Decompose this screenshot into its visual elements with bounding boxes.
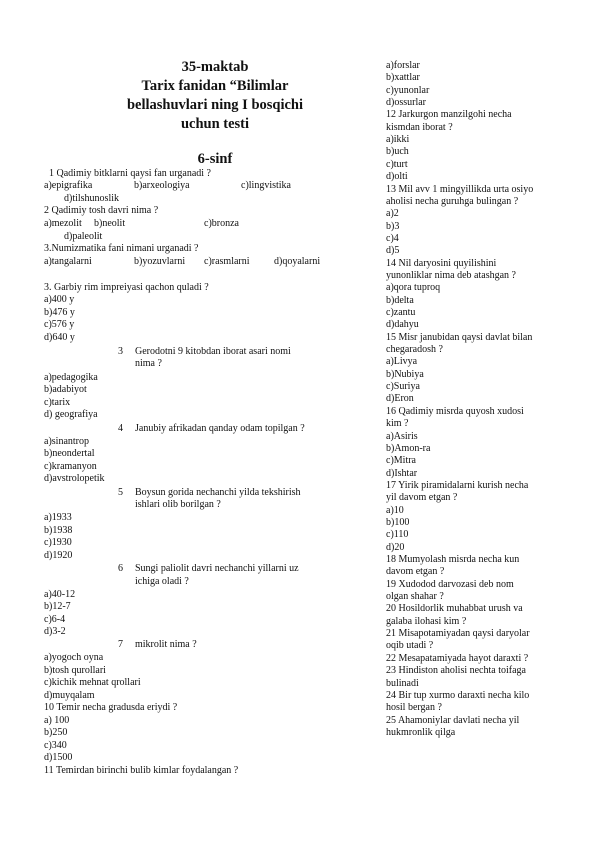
- question-2: 2 Qadimiy tosh davri nima ?: [44, 205, 159, 216]
- q4-option-b: b)neondertal: [44, 448, 95, 459]
- right-line: hosil bergan ?: [386, 702, 442, 714]
- right-line: 16 Qadimiy misrda quyosh xudosi: [386, 405, 524, 417]
- right-line: d)ossurlar: [386, 97, 426, 108]
- question-3-rim: 3. Garbiy rim impreiyasi qachon quladi ?: [44, 282, 209, 293]
- right-line: a)Asiris: [386, 430, 418, 442]
- right-line: 25 Ahamoniylar davlati necha yil: [386, 714, 520, 726]
- q7-option-a: a)yogoch oyna: [44, 652, 104, 663]
- right-line: b)Amon-ra: [386, 442, 431, 454]
- question-6: Sungi paliolit davri nechanchi yillarni uz: [135, 563, 299, 574]
- q5-option-a: a)1933: [44, 512, 72, 523]
- right-line: a)10: [386, 504, 404, 516]
- right-line: c)110: [386, 529, 409, 541]
- q10-option-c: c)340: [44, 740, 67, 751]
- right-line: d)5: [386, 245, 400, 257]
- q3h-number: 3: [118, 346, 123, 357]
- q6-option-a: a)40-12: [44, 589, 76, 600]
- question-7: mikrolit nima ?: [135, 639, 197, 650]
- right-line: chegaradosh ?: [386, 344, 443, 356]
- q7-number: 7: [118, 639, 123, 650]
- question-5-cont: ishlari olib borilgan ?: [135, 499, 221, 510]
- q3g-option-d: d)640 y: [44, 332, 75, 343]
- grade-heading: 6-sinf: [197, 151, 233, 167]
- page-title-line-2: bellashuvlari ning I bosqichi: [126, 97, 304, 113]
- right-line: 15 Misr janubidan qaysi davlat bilan: [386, 331, 533, 343]
- right-line: kim ?: [386, 418, 409, 430]
- question-5: Boysun gorida nechanchi yilda tekshirish: [135, 487, 301, 498]
- q3h-option-b: b)adabiyot: [44, 384, 87, 395]
- right-line: aholisi necha guruhga bulingan ?: [386, 195, 519, 207]
- q7-option-c: c)kichik mehnat qrollari: [44, 677, 141, 688]
- q4-option-a: a)sinantrop: [44, 436, 89, 447]
- q3n-option-c: c)rasmlarni: [204, 256, 250, 267]
- right-line: 13 Mil avv 1 mingyillikda urta osiyo: [386, 183, 534, 195]
- right-line: d)Eron: [386, 393, 414, 405]
- right-line: yil davom etgan ?: [386, 492, 458, 504]
- q3n-option-d: d)qoyalarni: [274, 256, 321, 267]
- right-line: 17 Yirik piramidalarni kurish necha: [386, 479, 529, 491]
- q6-option-c: c)6-4: [44, 614, 66, 625]
- q3n-option-b: b)yozuvlarni: [134, 256, 186, 267]
- q1-option-a: a)epigrafika: [44, 180, 93, 191]
- q3h-option-c: c)tarix: [44, 397, 71, 408]
- question-10: 10 Temir necha gradusda eriydi ?: [44, 702, 178, 713]
- q3h-option-a: a)pedagogika: [44, 372, 98, 383]
- q2-option-a: a)mezolit: [44, 218, 82, 229]
- right-line: d)dahyu: [386, 319, 419, 331]
- right-line: bulinadi: [386, 677, 419, 689]
- right-line: b)xattlar: [386, 72, 420, 84]
- q6-option-b: b)12-7: [44, 601, 71, 612]
- right-line: b)100: [386, 517, 410, 528]
- q6-option-d: d)3-2: [44, 626, 66, 637]
- q1-option-c: c)lingvistika: [241, 180, 291, 191]
- right-line: b)Nubiya: [386, 368, 424, 380]
- q10-option-a: a) 100: [44, 715, 70, 726]
- right-line: c)4: [386, 232, 399, 244]
- page-title-line-3: uchun testi: [180, 116, 250, 132]
- right-line: b)delta: [386, 294, 414, 306]
- right-line: olgan shahar ?: [386, 591, 444, 602]
- q7-option-d: d)muyqalam: [44, 690, 95, 701]
- q6-number: 6: [118, 563, 123, 574]
- right-line: a)qora tuproq: [386, 282, 441, 294]
- right-line: 22 Mesapatamiyada hayot daraxti ?: [386, 652, 529, 664]
- question-3-numizmatika: 3.Numizmatika fani nimani urganadi ?: [44, 243, 199, 254]
- q5-option-c: c)1930: [44, 537, 72, 548]
- q4-option-d: d)avstrolopetik: [44, 473, 105, 484]
- right-line: kismdan iborat ?: [386, 121, 453, 133]
- q3g-option-b: b)476 y: [44, 307, 75, 318]
- q3g-option-a: a)400 y: [44, 294, 75, 305]
- q7-option-b: b)tosh qurollari: [44, 665, 106, 676]
- right-line: 14 Nil daryosini quyilishini: [386, 257, 497, 269]
- q5-option-d: d)1920: [44, 550, 73, 561]
- q1-option-d: d)tilshunoslik: [64, 193, 120, 204]
- right-line: c)yunonlar: [386, 84, 430, 96]
- question-3-gerodot-cont: nima ?: [135, 358, 162, 369]
- q3h-option-d: d) geografiya: [44, 409, 98, 420]
- right-line: c)turt: [386, 158, 408, 170]
- q1-option-b: b)arxeologiya: [134, 180, 190, 191]
- right-line: yunonliklar nima deb atashgan ?: [386, 269, 516, 281]
- right-line: 18 Mumyolash misrda necha kun: [386, 554, 520, 565]
- right-line: 20 Hosildorlik muhabbat urush va: [386, 603, 523, 615]
- right-line: 21 Misapotamiyadan qaysi daryolar: [386, 628, 530, 640]
- question-4: Janubiy afrikadan qanday odam topilgan ?: [135, 423, 305, 434]
- right-line: galaba ilohasi kim ?: [386, 615, 467, 627]
- q5-number: 5: [118, 487, 123, 498]
- right-line: d)20: [386, 541, 405, 553]
- question-1: 1 Qadimiy bitklarni qaysi fan urganadi ?: [49, 168, 211, 179]
- right-line: a)2: [386, 208, 399, 220]
- q10-option-b: b)250: [44, 727, 68, 738]
- right-line: 24 Bir tup xurmo daraxti necha kilo: [386, 689, 530, 701]
- right-line: 23 Hindiston aholisi nechta toifaga: [386, 665, 526, 677]
- question-6-cont: ichiga oladi ?: [135, 576, 189, 587]
- q5-option-b: b)1938: [44, 525, 73, 536]
- school-name: 35-maktab: [181, 59, 249, 75]
- right-line: oqib utadi ?: [386, 640, 434, 652]
- q4-number: 4: [118, 423, 123, 434]
- question-11: 11 Temirdan birinchi bulib kimlar foydalangan ?: [44, 765, 239, 776]
- right-line: 12 Jarkurgon manzilgohi necha: [386, 109, 512, 121]
- right-line: d)Ishtar: [386, 467, 418, 479]
- q2-option-d: d)paleolit: [64, 231, 103, 242]
- right-line: b)3: [386, 220, 400, 232]
- right-line: 19 Xudodod darvozasi deb nom: [386, 578, 514, 590]
- q10-option-d: d)1500: [44, 752, 73, 763]
- right-line: b)uch: [386, 146, 409, 158]
- right-line: davom etgan ?: [386, 566, 445, 578]
- right-line: a)Livya: [386, 356, 418, 368]
- right-line: c)Suriya: [386, 381, 420, 393]
- right-line: hukmronlik qilga: [386, 726, 456, 738]
- right-line: a)forslar: [386, 60, 420, 71]
- right-line: a)ikki: [386, 134, 410, 146]
- right-line: c)Mitra: [386, 455, 416, 467]
- right-line: c)zantu: [386, 307, 416, 318]
- right-line: d)olti: [386, 171, 408, 183]
- page-title-line-1: Tarix fanidan “Bilimlar: [141, 78, 289, 94]
- q3g-option-c: c)576 y: [44, 319, 75, 330]
- question-3-gerodot: Gerodotni 9 kitobdan iborat asari nomi: [135, 346, 291, 357]
- q4-option-c: c)kramanyon: [44, 461, 97, 472]
- q2-option-c: c)bronza: [204, 218, 239, 229]
- q3n-option-a: a)tangalarni: [44, 256, 92, 267]
- q2-option-b: b)neolit: [94, 218, 126, 229]
